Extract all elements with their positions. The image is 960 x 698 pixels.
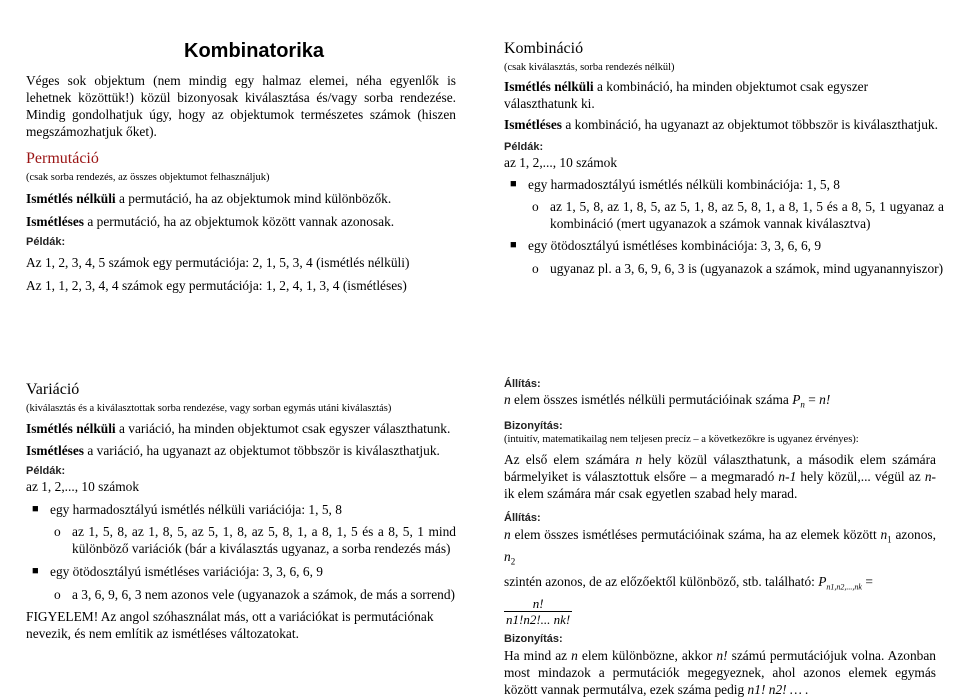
list-item: o ugyanaz pl. a 3, 6, 9, 6, 3 is (ugyanazok a számok, mind ugyanannyiszor) <box>532 261 944 276</box>
proof-2-text: Ha mind az n elem különbözne, akkor n! számú permutációjuk volna. Azonban most mindazok a permutációk megegyeznek, ahol azonos elemek egymás között vannak permutálva, ezek száma pedig n1! n2! … . <box>504 647 936 697</box>
circle-bullet-icon: o <box>532 261 539 276</box>
list-item: ■ egy harmadosztályú ismétlés nélküli variációja: 1, 5, 8 <box>32 502 342 517</box>
def-ismetles-nelkuli: Ismétlés nélküli a kombináció, ha minden objektumot csak egyszer választhatunk ki. <box>504 79 869 111</box>
subtitle-kombinacio: (csak kiválasztás, sorba rendezés nélkül) <box>504 62 675 73</box>
slide-kombinacio <box>504 40 944 277</box>
claim-2: n elem összes ismétléses permutációinak száma, ha az elemek között $n_1$ azonos, $n_2$ <box>504 526 936 568</box>
def-ismetles-nelkuli: Ismétlés nélküli a variáció, ha minden objektumot csak egyszer választhatunk. <box>26 421 451 436</box>
examples-label: Példák: <box>26 236 66 248</box>
claim-2-formula-line: szintén azonos, de az előzőektől különböző, stb. található: $P_{n1,n2,...,nk}$ = $\frac{n!}{n1!n2!... nk!}$ <box>504 574 873 627</box>
proof-2-label: Bizonyítás: <box>504 632 563 645</box>
examples-label: Példák: <box>504 141 544 153</box>
def-ismetleses: Ismétléses a permutáció, ha az objektumok között vannak azonosak. <box>26 214 395 229</box>
claim-label: Állítás: <box>504 378 541 390</box>
range-text: az 1, 2,..., 10 számok <box>504 155 618 170</box>
proof-label: Bizonyítás: <box>504 419 563 432</box>
circle-bullet-icon: o <box>532 199 539 214</box>
fraction-formula: $\frac{n!}{n1!n2!... nk!}$ <box>506 595 571 627</box>
list-item: o az 1, 5, 8, az 1, 8, 5, az 5, 1, 8, az 5, 8, 1, a 8, 1, 5 és a 8, 5, 1 ugyanaz a kombináció (mert ugyanazok a számok vannak kiválasztva) <box>532 199 944 231</box>
proof-1-text: Az első elem számára n hely közül választhatunk, a második elem számára bármelyiket is választottuk elsőre – a megmaradó n-1 hely közül,... végül az n-ik elem számára már csak egyetlen szabad hely marad. <box>504 451 937 501</box>
def-ismetleses: Ismétléses a variáció, ha ugyanazt az objektumot többször is kiválaszthatjuk. <box>26 443 440 458</box>
slide-permutacio <box>26 36 456 294</box>
circle-bullet-icon: o <box>54 524 61 539</box>
list-item: o a 3, 6, 9, 6, 3 nem azonos vele (ugyanazok a számok, de más a sorrend) <box>54 587 455 602</box>
bullet-icon: ■ <box>32 503 39 515</box>
list-item: ■ egy ötödosztályú ismétléses variációja: 3, 3, 6, 6, 9 <box>32 564 323 579</box>
heading-permutacio: Permutáció <box>26 150 99 167</box>
example-1: Az 1, 2, 3, 4, 5 számok egy permutációja: 2, 1, 5, 3, 4 (ismétlés nélküli) <box>26 255 410 270</box>
intro-paragraph: Véges sok objektum (nem mindig egy halmaz elemei, néha egyenlők is lehetnek közöttük!) közül bizonyosak kiválasztása és/vagy sorba rendezése. Mindig gondolhatjuk úgy, hogy az objektumok természetes számok (hiszen megszámozhatjuk őket). <box>26 73 456 139</box>
main-title: Kombinatorika <box>184 40 325 62</box>
subtitle-variacio: (kiválasztás és a kiválasztottak sorba rendezése, vagy sorban egymás utáni kiválasztás) <box>26 403 392 414</box>
list-item: ■ egy ötödosztályú ismétléses kombinációja: 3, 3, 6, 6, 9 <box>510 238 822 253</box>
def-ismetleses: Ismétléses a kombináció, ha ugyanazt az objektumot többször is kiválaszthatjuk. <box>504 117 938 132</box>
list-item: o az 1, 5, 8, az 1, 8, 5, az 5, 1, 8, az 5, 8, 1, a 8, 1, 5 és a 8, 5, 1 mind különböző variációk (bár a kiválasztás ugyanaz, a sorba rendezés más) <box>54 524 456 556</box>
subtitle-permutacio: (csak sorba rendezés, az összes objektumot felhasználjuk) <box>26 172 270 183</box>
claim-1: n elem összes ismétlés nélküli permutációinak száma $P_n = n$! <box>504 392 831 410</box>
range-text: az 1, 2,..., 10 számok <box>26 479 140 494</box>
circle-bullet-icon: o <box>54 587 61 602</box>
slide-variacio <box>26 381 456 642</box>
heading-variacio: Variáció <box>26 381 80 398</box>
def-ismetles-nelkuli: Ismétlés nélküli a permutáció, ha az objektumok mind különbözők. <box>26 191 392 206</box>
examples-label: Példák: <box>26 465 66 477</box>
bullet-icon: ■ <box>32 565 39 577</box>
proof-subtitle: (intuitív, matematikailag nem teljesen precíz – a következőkre is ugyanez érvényes): <box>504 433 859 445</box>
heading-kombinacio: Kombináció <box>504 40 584 57</box>
list-item: ■ egy harmadosztályú ismétlés nélküli kombinációja: 1, 5, 8 <box>510 177 841 192</box>
bullet-icon: ■ <box>510 239 517 251</box>
claim-2-label: Állítás: <box>504 511 541 524</box>
bullet-icon: ■ <box>510 178 517 190</box>
slide-allitasok <box>504 378 936 698</box>
warning-text: FIGYELEM! Az angol szóhasználat más, ott a variációkat is permutációnak nevezik, és nem említik az ismétléses változatokat. <box>26 609 434 641</box>
example-2: Az 1, 1, 2, 3, 4, 4 számok egy permutációja: 1, 2, 4, 1, 3, 4 (ismétléses) <box>26 278 407 293</box>
